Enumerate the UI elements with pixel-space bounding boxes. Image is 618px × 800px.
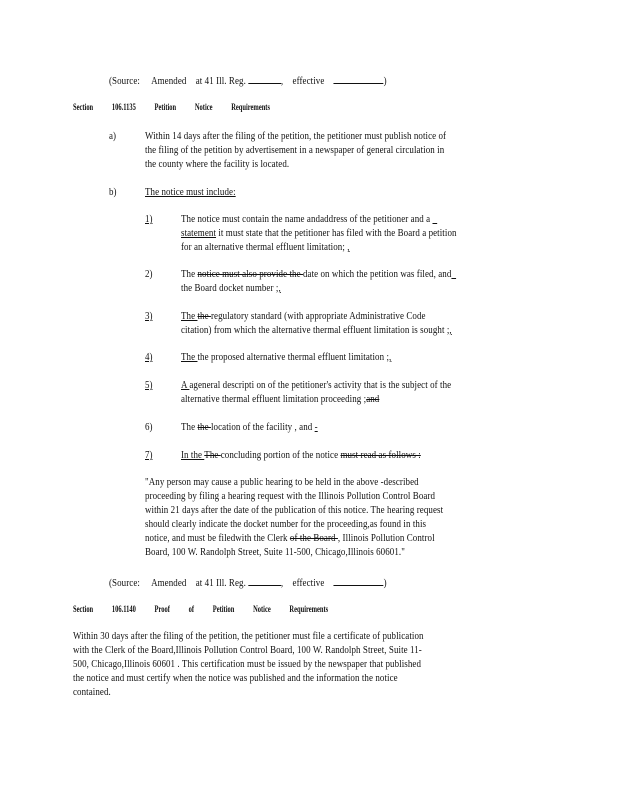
item-1-number: 1) xyxy=(145,214,153,225)
subsection-b-text: The notice must include: xyxy=(145,187,236,198)
subsection-b-label: b) xyxy=(109,187,117,198)
quote-line: Board, 100 W. Randolph Street, Suite 11-500, Chicago,Illinois 60601." xyxy=(145,547,405,558)
final-paragraph-line: with the Clerk of the Board,Illinois Pollution Control Board, 100 W. Randolph Street, Suite 11- xyxy=(73,645,422,656)
source-note-1: (Source: Amended at 41 Ill. Reg. , effective ) xyxy=(109,73,387,88)
subsection-a-line: Within 14 days after the filing of the petition, the petitioner must publish notice of xyxy=(145,131,447,142)
final-paragraph-line: the notice and must certify when the notice was published and the information the notice xyxy=(73,673,398,684)
item-6-number: 6) xyxy=(145,422,153,433)
item-3-line: citation) from which the alternative thermal effluent limitation is sought ;, xyxy=(181,325,452,336)
item-1-line: The notice must contain the name andaddress of the petitioner and a xyxy=(181,214,431,225)
section-heading-1140: Section 106.1140 Proof of Petition Notice Requirements xyxy=(73,604,329,614)
item-3-number: 3) xyxy=(145,311,153,322)
final-paragraph-line: Within 30 days after the filing of the petition, the petitioner must file a certificate of publication xyxy=(73,631,424,642)
item-5-line: A ageneral descripti on of the petitioner's activity that is the subject of the xyxy=(181,380,452,391)
item-6-line: The the location of the facility , and - xyxy=(181,422,318,433)
item-2-number: 2) xyxy=(145,269,153,280)
quote-line: notice, and must be filedwith the Clerk of the Board , Illinois Pollution Control xyxy=(145,533,435,544)
subsection-a-line: the county where the facility is located. xyxy=(145,159,290,170)
item-2-line: the Board docket number ;, xyxy=(181,283,281,294)
blank-field xyxy=(334,73,384,84)
item-1-line: for an alternative thermal effluent limitation; , xyxy=(181,242,350,253)
item-3-line: The the regulatory standard (with appropriate Administrative Code xyxy=(181,311,426,322)
item-5-line: alternative thermal effluent limitation proceeding ;and xyxy=(181,394,380,405)
item-2-line: The notice must also provide the date on which the petition was filed, and xyxy=(181,269,452,280)
final-paragraph-line: 500, Chicago,Illinois 60601 . This certification must be issued by the newspaper that published xyxy=(73,659,422,670)
item-7-number: 7) xyxy=(145,450,153,461)
subsection-a-line: the filing of the petition by advertisement in a newspaper of general circulation in xyxy=(145,145,445,156)
section-heading-1135: Section 106.1135 Petition Notice Requirements xyxy=(73,102,270,112)
item-5-number: 5) xyxy=(145,380,153,391)
item-4-number: 4) xyxy=(145,352,153,363)
source-note-2: (Source: Amended at 41 Ill. Reg. , effective ) xyxy=(109,575,387,590)
quote-line: "Any person may cause a public hearing to be held in the above -described xyxy=(145,477,419,488)
blank-field xyxy=(248,73,281,84)
quote-line: within 21 days after the date of the publication of this notice. The hearing request xyxy=(145,505,444,516)
item-7-line: In the The concluding portion of the notice must read as follows : xyxy=(181,450,421,461)
blank-field xyxy=(248,575,281,586)
final-paragraph-line: contained. xyxy=(73,687,111,698)
subsection-a-label: a) xyxy=(109,131,116,142)
quote-line: proceeding by filing a hearing request with the Illinois Pollution Control Board xyxy=(145,491,436,502)
item-1-line: statement it must state that the petitioner has filed with the Board a petition xyxy=(181,228,457,239)
item-4-line: The the proposed alternative thermal effluent limitation ;, xyxy=(181,352,392,363)
blank-field xyxy=(334,575,384,586)
quote-line: should clearly indicate the docket number for the proceeding,as found in this xyxy=(145,519,427,530)
